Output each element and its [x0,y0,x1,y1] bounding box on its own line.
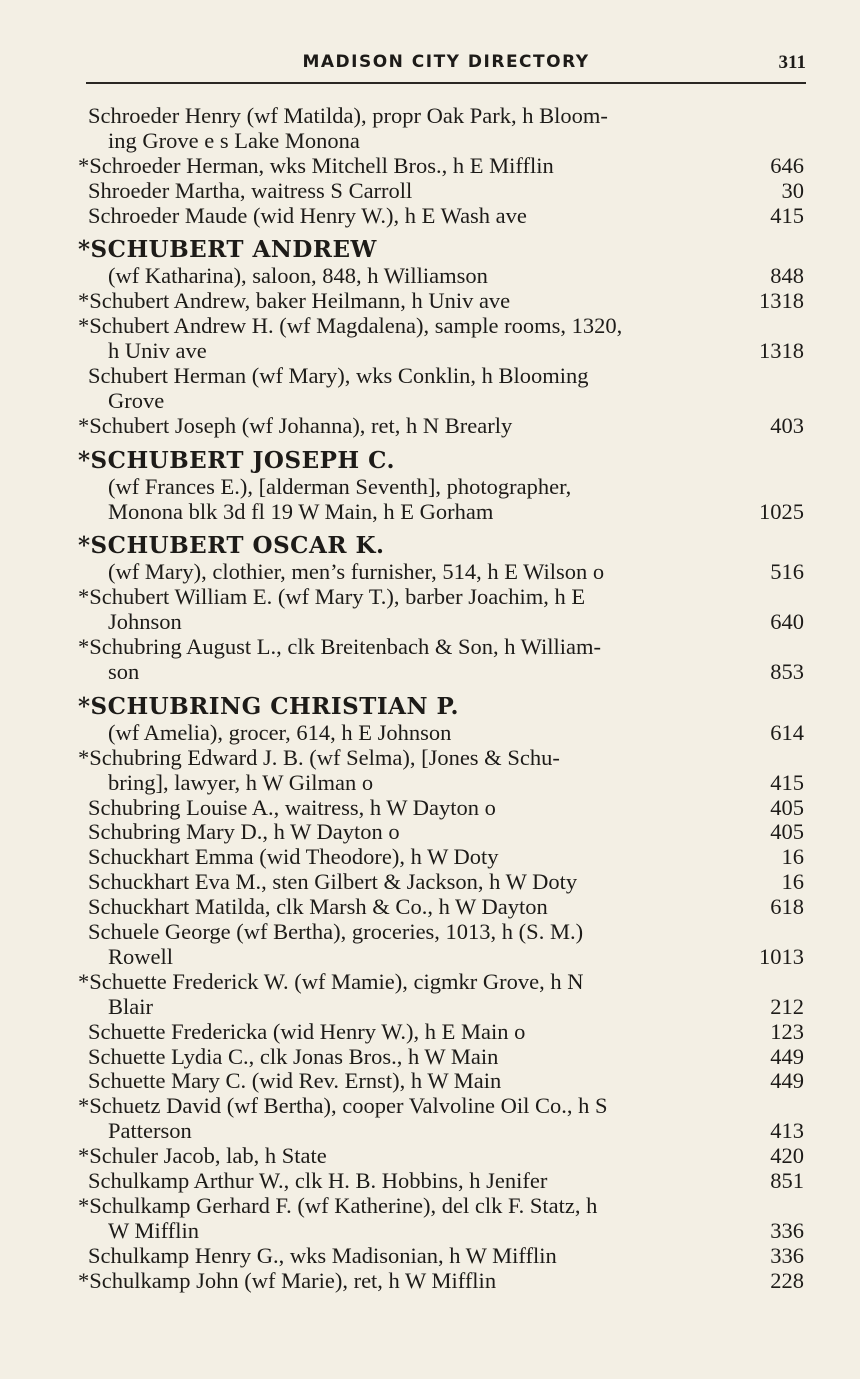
entry-text: Patterson [108,1118,192,1144]
directory-line [78,995,806,1020]
entry-text: *Schroeder Herman, wks Mitchell Bros., h E Mifflin [78,152,554,178]
entry-number: 405 [770,819,804,845]
entry-number: 16 [781,869,804,895]
entry-text: Schubert Herman (wf Mary), wks Conklin, h Blooming [88,363,589,389]
bold-heading-entry [78,439,806,475]
entry-text: Schuette Mary C. (wid Rev. Ernst), h W Main [88,1068,502,1094]
directory-line [78,204,806,229]
entry-text: Monona blk 3d fl 19 W Main, h E Gorham [108,498,494,524]
entry-text: Schuckhart Matilda, clk Marsh & Co., h W Dayton [88,894,548,920]
entry-number: 420 [770,1143,804,1169]
directory-line [78,289,806,314]
directory-line [78,970,806,995]
directory-line [78,845,806,870]
entry-text: Rowell [108,943,173,969]
directory-line [78,560,806,585]
entry-text: son [108,659,140,685]
directory-line [78,721,806,746]
entry-number: 403 [770,412,804,438]
entry-number: 336 [770,1217,804,1243]
directory-line [78,314,806,339]
bold-heading-entry [78,685,806,721]
directory-line [78,414,806,439]
directory-line [78,820,806,845]
entry-text: *SCHUBRING CHRISTIAN P. [78,692,459,720]
directory-line [78,154,806,179]
directory-line [78,660,806,685]
entry-text: Schuckhart Eva M., sten Gilbert & Jackson, h W Doty [88,869,578,895]
entry-text: W Mifflin [108,1217,200,1243]
entry-text: bring], lawyer, h W Gilman o [108,769,374,795]
directory-line [78,1020,806,1045]
entry-text: Schroeder Maude (wid Henry W.), h E Wash ave [88,202,527,228]
directory-line [78,1269,806,1294]
entry-number: 618 [770,894,804,920]
bold-heading-entry [78,228,806,264]
directory-line [78,1169,806,1194]
directory-line [78,796,806,821]
entry-number: 1013 [759,943,804,969]
directory-line [78,264,806,289]
directory-line [78,1219,806,1244]
entry-text: ing Grove e s Lake Monona [108,127,360,153]
entry-number: 415 [770,769,804,795]
entry-number: 614 [770,719,804,745]
page-number: 311 [778,52,806,73]
directory-line [78,635,806,660]
entry-text: Schuette Lydia C., clk Jonas Bros., h W Main [88,1043,499,1069]
entry-number: 123 [770,1018,804,1044]
entry-number: 640 [770,609,804,635]
entry-text: Schuele George (wf Bertha), groceries, 1013, h (S. M.) [88,919,584,945]
entry-number: 1025 [759,498,804,524]
entry-number: 228 [770,1267,804,1293]
directory-line [78,129,806,154]
entry-text: *SCHUBERT JOSEPH C. [78,446,396,474]
entry-text: (wf Frances E.), [alderman Seventh], photographer, [108,473,572,499]
entry-number: 853 [770,659,804,685]
entry-text: Blair [108,993,153,1019]
entry-text: *SCHUBERT ANDREW [78,236,377,264]
entry-number: 413 [770,1118,804,1144]
entry-text: Schubring Louise A., waitress, h W Dayton o [88,794,496,820]
entry-number: 212 [770,993,804,1019]
entry-text: *Schubert William E. (wf Mary T.), barber Joachim, h E [78,584,586,610]
directory-line [78,1045,806,1070]
entry-text: h Univ ave [108,338,207,364]
entry-text: Schubring Mary D., h W Dayton o [88,819,400,845]
entry-number: 405 [770,794,804,820]
entry-text: (wf Katharina), saloon, 848, h Williamson [108,263,488,289]
directory-line [78,585,806,610]
entry-number: 851 [770,1167,804,1193]
directory-entries [78,104,806,1293]
directory-line [78,1069,806,1094]
entry-number: 449 [770,1068,804,1094]
directory-line [78,500,806,525]
entry-text: (wf Mary), clothier, men’s furnisher, 514, h E Wilson o [108,559,605,585]
entry-text: Schuette Fredericka (wid Henry W.), h E Main o [88,1018,526,1044]
directory-line [78,1194,806,1219]
entry-text: *Schubert Andrew, baker Heilmann, h Univ ave [78,288,511,314]
directory-line [78,179,806,204]
entry-text: *Schubert Joseph (wf Johanna), ret, h N Brearly [78,412,513,438]
entry-number: 1318 [759,338,804,364]
entry-number: 1318 [759,288,804,314]
entry-number: 848 [770,263,804,289]
entry-text: Schulkamp Henry G., wks Madisonian, h W Mifflin [88,1242,557,1268]
entry-text: Grove [108,387,165,413]
directory-line [78,1119,806,1144]
directory-line [78,364,806,389]
entry-text: *Schuler Jacob, lab, h State [78,1143,327,1169]
entry-text: *Schubert Andrew H. (wf Magdalena), sample rooms, 1320, [78,313,623,339]
entry-number: 16 [781,844,804,870]
entry-number: 516 [770,559,804,585]
directory-line [78,389,806,414]
entry-text: *Schulkamp Gerhard F. (wf Katherine), del clk F. Statz, h [78,1192,598,1218]
entry-number: 30 [781,177,804,203]
entry-text: *Schubring August L., clk Breitenbach & Son, h William- [78,634,601,660]
page-header [86,52,806,80]
directory-line [78,475,806,500]
entry-text: Johnson [108,609,182,635]
directory-title: MADISON CITY DIRECTORY [302,52,590,72]
entry-text: Schulkamp Arthur W., clk H. B. Hobbins, h Jenifer [88,1167,548,1193]
entry-text: *Schuetz David (wf Bertha), cooper Valvoline Oil Co., h S [78,1093,608,1119]
directory-line [78,771,806,796]
entry-number: 449 [770,1043,804,1069]
entry-text: *SCHUBERT OSCAR K. [78,532,385,560]
entry-text: Schuckhart Emma (wid Theodore), h W Doty [88,844,499,870]
entry-number: 646 [770,152,804,178]
directory-line [78,1094,806,1119]
directory-line [78,339,806,364]
directory-line [78,920,806,945]
header-rule [86,82,806,84]
entry-text: *Schulkamp John (wf Marie), ret, h W Mifflin [78,1267,497,1293]
entry-number: 336 [770,1242,804,1268]
directory-line [78,895,806,920]
entry-text: (wf Amelia), grocer, 614, h E Johnson [108,719,452,745]
directory-line [78,746,806,771]
directory-line [78,870,806,895]
directory-line [78,1144,806,1169]
entry-number: 415 [770,202,804,228]
directory-line [78,1244,806,1269]
entry-text: Schroeder Henry (wf Matilda), propr Oak Park, h Bloom- [88,103,608,128]
directory-line [78,945,806,970]
entry-text: *Schuette Frederick W. (wf Mamie), cigmkr Grove, h N [78,968,584,994]
entry-text: *Schubring Edward J. B. (wf Selma), [Jones & Schu- [78,744,560,770]
directory-line [78,104,806,129]
entry-text: Shroeder Martha, waitress S Carroll [88,177,413,203]
bold-heading-entry [78,524,806,560]
directory-line [78,610,806,635]
